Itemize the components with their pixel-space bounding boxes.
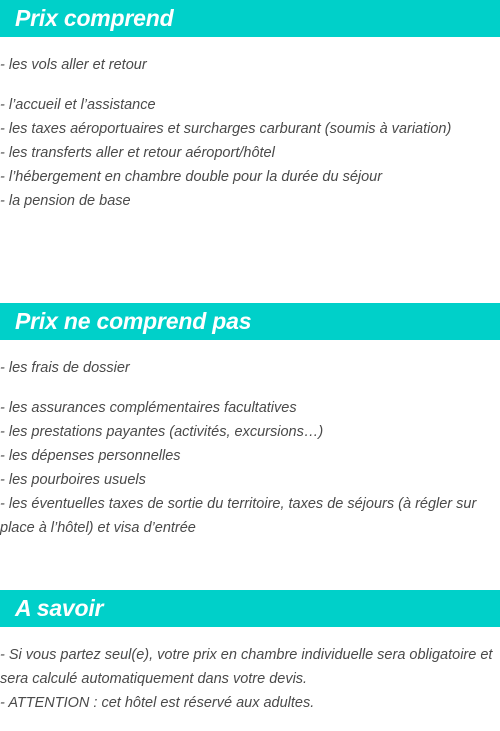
list-item: - les vols aller et retour [0,57,147,73]
section-title: A savoir [15,595,104,621]
not-included-list [0,356,500,540]
list-item: - les transferts aller et retour aéroport/hôtel [0,145,275,161]
included-list [0,53,500,213]
section-header-a-savoir [0,590,500,627]
section-title: Prix ne comprend pas [15,308,252,334]
list-item: - les frais de dossier [0,360,130,376]
list-item: - les pourboires usuels [0,472,146,488]
section-title: Prix comprend [15,5,174,31]
list-item: - l’hébergement en chambre double pour la durée du séjour [0,169,383,185]
section-header-prix-ne-comprend-pas [0,303,500,340]
good-to-know-list [0,643,500,715]
list-item: - les dépenses personnelles [0,448,181,464]
list-item: - les taxes aéroportuaires et surcharges carburant (soumis à variation) [0,121,452,137]
list-item: - les prestations payantes (activités, excursions…) [0,424,324,440]
section-header-prix-comprend [0,0,500,37]
list-item: - les assurances complémentaires facultatives [0,400,297,416]
list-item: - l’accueil et l’assistance [0,97,156,113]
list-item: - la pension de base [0,193,131,209]
list-item: - les éventuelles taxes de sortie du territoire, taxes de séjours (à régler sur place à l’hôtel) et visa d’entrée [0,496,477,536]
list-item: - ATTENTION : cet hôtel est réservé aux adultes. [0,695,315,711]
list-item: - Si vous partez seul(e), votre prix en chambre individuelle sera obligatoire et sera calculé automatiquement dans votre devis. [0,647,493,687]
